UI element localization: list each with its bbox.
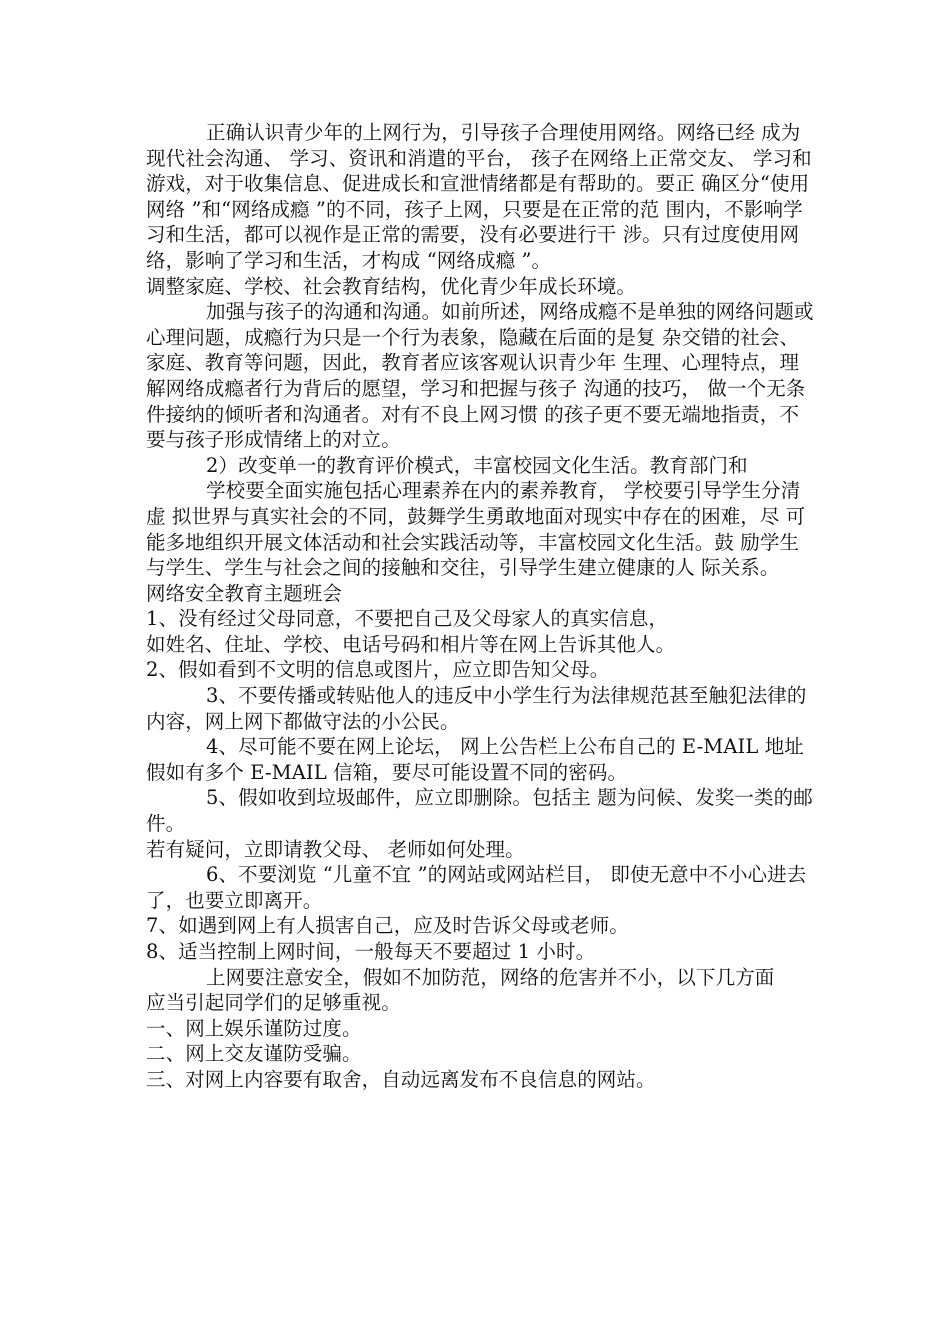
- section-heading-class-meeting: 网络安全教育主题班会: [146, 581, 343, 605]
- rule-item-6: 6、不要浏览 “儿童不宜 ”的网站或网站栏目， 即使无意中不小心进去 了，也要立即离开。: [146, 863, 807, 912]
- rule-item-2: 2、假如看到不文明的信息或图片，应立即告知父母。: [146, 658, 610, 682]
- rule-item-4: 4、尽可能不要在网上论坛， 网上公告栏上公布自己的 E-MAIL 地址 假如有多个 E-MAIL 信箱，要尽可能设置不同的密码。: [146, 735, 804, 784]
- rule-item-3: 3、不要传播或转贴他人的违反中小学生行为法律规范甚至触犯法律的: [206, 684, 807, 708]
- rule-item-3-continued: 内容，网上网下都做守法的小公民。: [146, 709, 460, 733]
- point-2: 二、网上交友谨防受骗。: [146, 1042, 362, 1066]
- rule-item-1-continued: 如姓名、住址、学校、电话号码和相片等在网上告诉其他人。: [146, 632, 676, 656]
- paragraph-school-education: 学校要全面实施包括心理素养在内的素养教育， 学校要引导学生分清虚 拟世界与真实社会的不同，鼓舞学生勇敢地面对现实中存在的困难，尽 可能多地组织开展文体活动和社会实践活动等，丰富校园文化生活。鼓 励学生与学生、学生与社会之间的接触和交往，引导学生建立健康的人 际关系。: [146, 479, 806, 580]
- paragraph-online-safety-continued: 应当引起同学们的足够重视。: [146, 991, 401, 1015]
- paragraph-strengthen-communication: 加强与孩子的沟通和沟通。如前所述，网络成瘾不是单独的网络问题或心理问题，成瘾行为只是一个行为表象，隐藏在后面的是复 杂交错的社会、家庭、教育等问题，因此，教育者应该客观认识青少年 生理、心理特点，理解网络成瘾者行为背后的愿望，学习和把握与孩子 沟通的技巧， 做一个无条件接纳的倾听者和沟通者。对有不良上网习惯 的孩子更不要无端地指责，不要与孩子形成情绪上的对立。: [146, 300, 814, 452]
- rule-item-5: 5、假如收到垃圾邮件，应立即删除。包括主 题为问候、发奖一类的邮件。: [146, 786, 813, 836]
- rule-item-8: 8、适当控制上网时间，一般每天不要超过 1 小时。: [146, 940, 596, 963]
- paragraph-online-safety: 上网要注意安全，假如不加防范，网络的危害并不小，以下几方面: [206, 965, 775, 989]
- document-body: [146, 120, 814, 1093]
- point-1: 一、网上娱乐谨防过度。: [146, 1016, 362, 1040]
- paragraph-adjust-structure: 调整家庭、学校、社会教育结构，优化青少年成长环境。: [146, 274, 637, 298]
- paragraph-correct-understanding: 正确认识青少年的上网行为，引导孩子合理使用网络。网络已经 成为现代社会沟通、 学习、资讯和消遣的平台， 孩子在网络上正常交友、 学习和游戏，对于收集信息、促进成长和宣泄情绪都是有帮助的。要正 确区分“使用网络 ”和“网络成瘾 ”的不同，孩子上网，只要是在正常的范 围内，不影响学习和生活，都可以视作是正常的需要，没有必要进行干 涉。只有过度使用网络，影响了学习和生活，才构成 “网络成瘾 ”。: [146, 121, 812, 272]
- rule-item-7: 7、如遇到网上有人损害自己，应及时告诉父母或老师。: [146, 914, 629, 938]
- paragraph-change-evaluation: 2）改变单一的教育评价模式，丰富校园文化生活。教育部门和: [206, 453, 748, 477]
- point-3: 三、对网上内容要有取舍，自动远离发布不良信息的网站。: [146, 1067, 656, 1091]
- rule-item-1: 1、没有经过父母同意，不要把自己及父母家人的真实信息，: [146, 607, 669, 631]
- rule-item-5-continued: 若有疑问，立即请教父母、 老师如何处理。: [146, 837, 525, 861]
